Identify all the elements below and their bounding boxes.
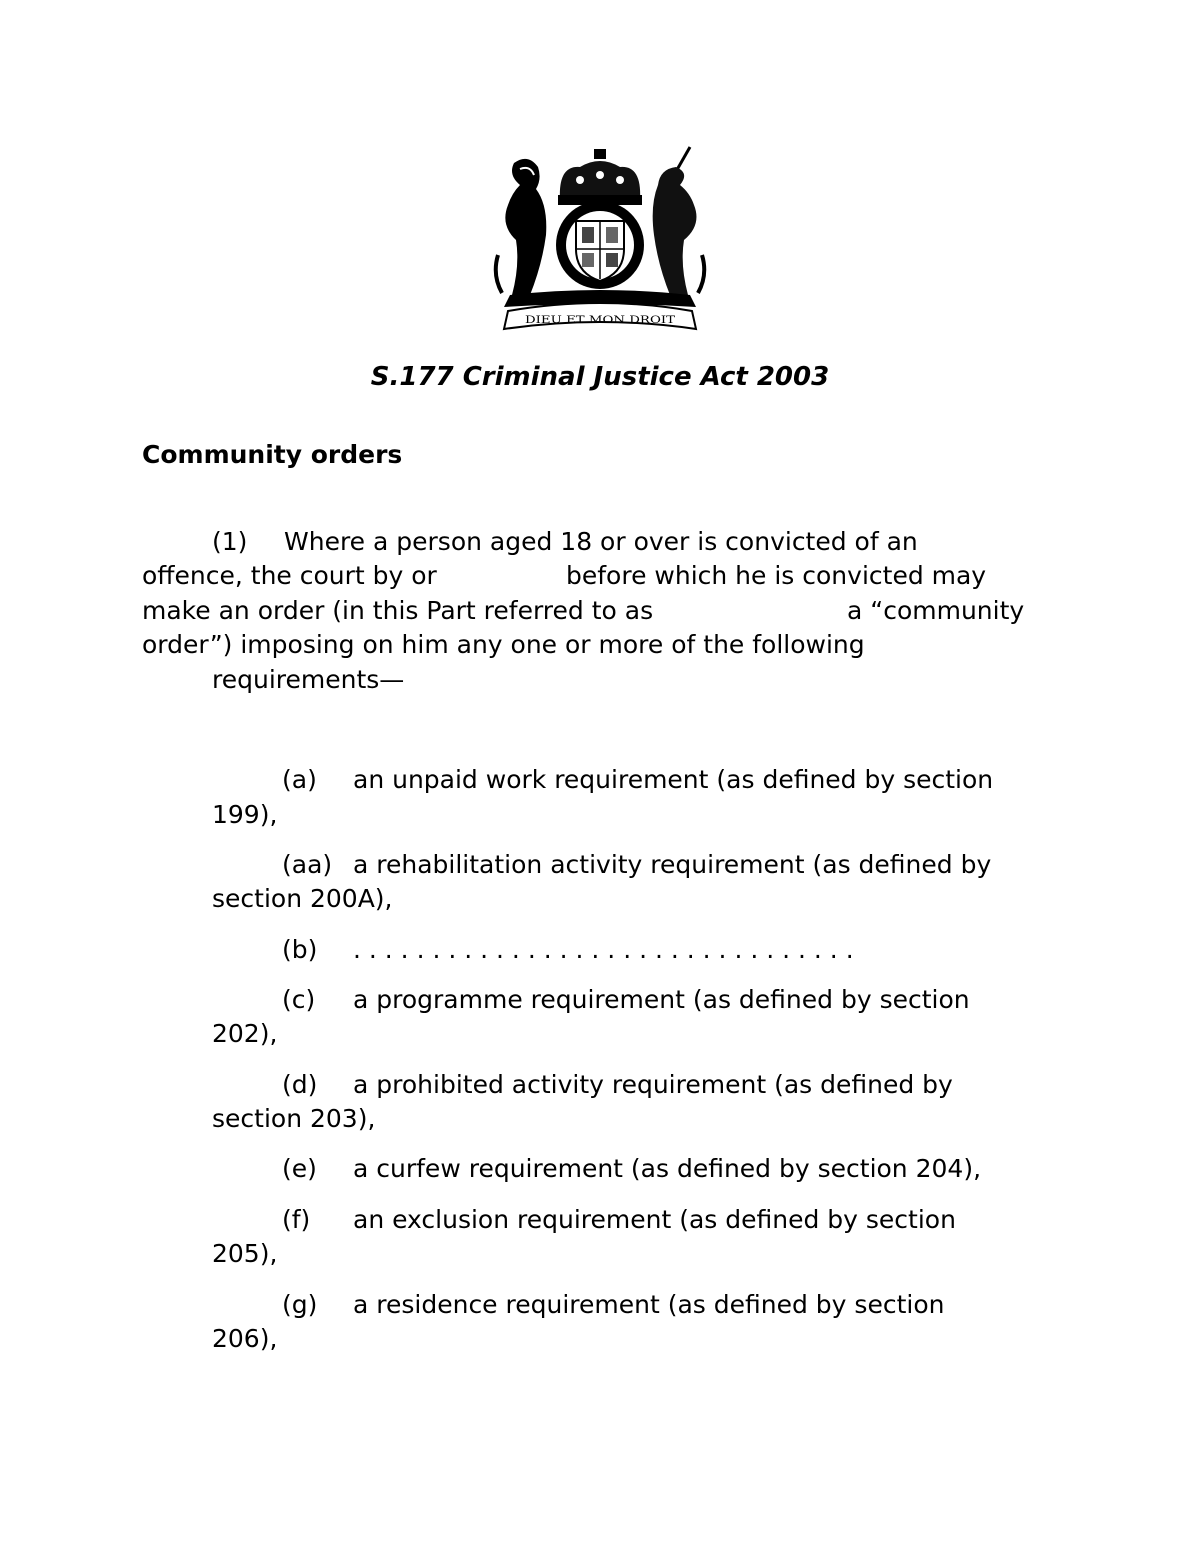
subsection-line-5: requirements— <box>212 665 405 694</box>
item-continuation: section 203), <box>212 1104 376 1133</box>
item-text-omitted: . . . . . . . . . . . . . . . . . . . . . . . . . . . . . . . . <box>353 935 854 964</box>
item-continuation: 205), <box>212 1239 278 1268</box>
section-heading: Community orders <box>142 440 403 469</box>
item-continuation: 199), <box>212 800 278 829</box>
item-text: a residence requirement (as defined by section <box>353 1290 945 1319</box>
item-label: (a) <box>282 765 317 794</box>
item-text: a prohibited activity requirement (as defined by <box>353 1070 953 1099</box>
item-continuation: 206), <box>212 1324 278 1353</box>
item-label: (c) <box>282 985 316 1014</box>
item-text: a programme requirement (as defined by section <box>353 985 970 1014</box>
royal-coat-of-arms <box>490 145 710 335</box>
item-label: (b) <box>282 935 318 964</box>
item-label: (e) <box>282 1154 317 1183</box>
item-label: (f) <box>282 1205 311 1234</box>
item-continuation: 202), <box>212 1019 278 1048</box>
shield-icon <box>576 221 624 281</box>
motto-scroll <box>504 303 696 329</box>
item-label: (aa) <box>282 850 333 879</box>
subsection-line-4: order”) imposing on him any one or more of the following <box>142 630 865 659</box>
lion-icon <box>496 159 547 295</box>
item-text: an unpaid work requirement (as defined by section <box>353 765 994 794</box>
subsection-line-3a: make an order (in this Part referred to as <box>142 596 654 625</box>
crest-illustration <box>490 145 710 335</box>
item-label: (d) <box>282 1070 318 1099</box>
subsection-line-1: Where a person aged 18 or over is convicted of an <box>284 527 918 556</box>
crown-icon <box>558 149 642 205</box>
item-text: an exclusion requirement (as defined by section <box>353 1205 956 1234</box>
svg-text:DIEU ET MON DROIT: DIEU ET MON DROIT <box>525 315 676 326</box>
document-title: S.177 Criminal Justice Act 2003 <box>370 362 830 392</box>
item-continuation: section 200A), <box>212 884 393 913</box>
item-text: a curfew requirement (as defined by section 204), <box>353 1154 982 1183</box>
subsection-line-3b: a “community <box>847 596 1025 625</box>
item-text: a rehabilitation activity requirement (as defined by <box>353 850 992 879</box>
subsection-line-2a: offence, the court by or <box>142 561 437 590</box>
subsection-label: (1) <box>212 527 248 556</box>
item-label: (g) <box>282 1290 318 1319</box>
unicorn-icon <box>653 147 705 295</box>
subsection-line-2b: before which he is convicted may <box>566 561 987 590</box>
